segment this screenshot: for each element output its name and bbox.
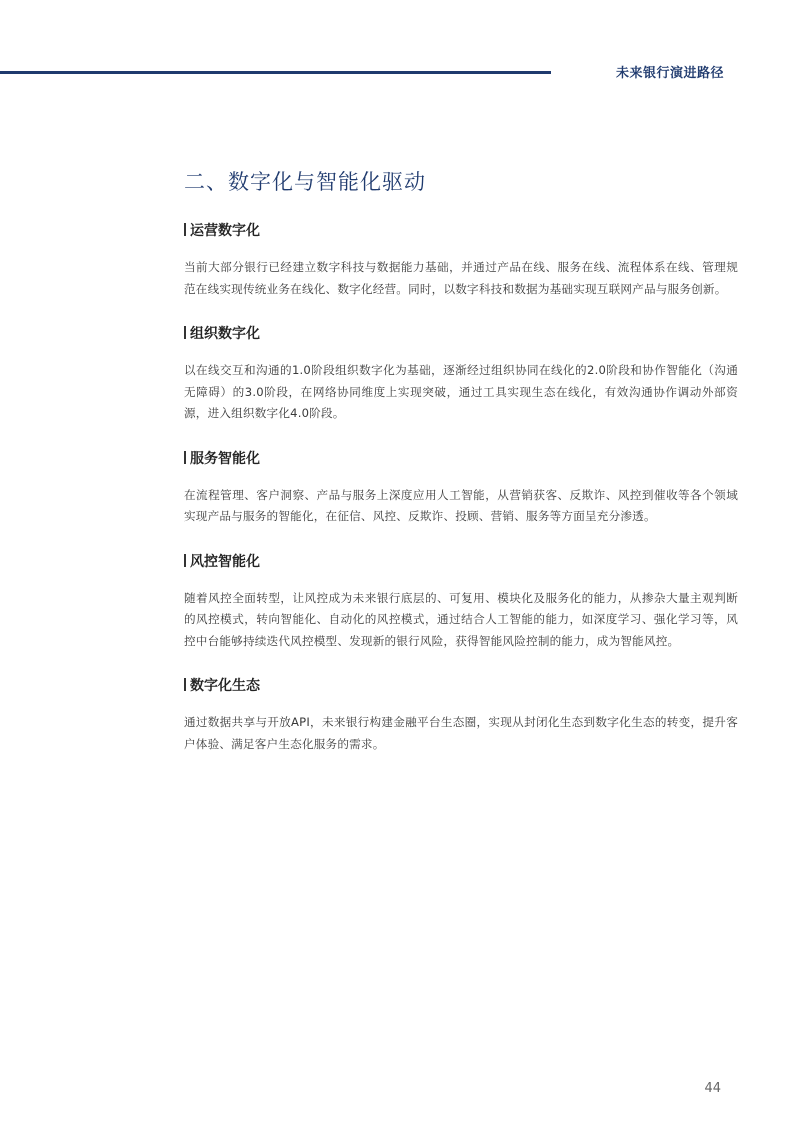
page-number: 44 — [704, 1081, 721, 1096]
section-title: 二、数字化与智能化驱动 — [184, 170, 426, 194]
block-organization-digitization — [184, 324, 738, 425]
heading-bar — [184, 678, 186, 691]
subheading — [184, 221, 738, 241]
block-service-intelligence — [184, 449, 738, 528]
subheading — [184, 449, 738, 469]
block-operations-digitization — [184, 221, 738, 300]
subheading — [184, 676, 738, 696]
subheading — [184, 552, 738, 572]
paragraph: 在流程管理、客户洞察、产品与服务上深度应用人工智能，从营销获客、反欺诈、风控到催收等各个领域实现产品与服务的智能化，在征信、风控、反欺诈、投顾、营销、服务等方面呈充分渗透。 — [184, 487, 738, 523]
heading-bar — [184, 223, 186, 236]
heading-bar — [184, 451, 186, 464]
running-header-title: 未来银行演进路径 — [615, 66, 724, 81]
paragraph: 随着风控全面转型，让风控成为未来银行底层的、可复用、模块化及服务化的能力，从掺杂大量主观判断的风控模式，转向智能化、自动化的风控模式，通过结合人工智能的能力，如深度学习、强化学习等，风控中台能够持续迭代风控模型、发现新的银行风险，获得智能风险控制的能力，成为智能风控。 — [184, 590, 738, 648]
block-risk-intelligence — [184, 552, 738, 653]
subheading-text: 运营数字化 — [190, 223, 260, 239]
subheading-text: 数字化生态 — [190, 678, 260, 694]
heading-bar — [184, 326, 186, 339]
subheading — [184, 324, 738, 344]
paragraph: 通过数据共享与开放API，未来银行构建金融平台生态圈，实现从封闭化生态到数字化生态的转变，提升客户体验、满足客户生态化服务的需求。 — [184, 715, 738, 751]
content — [184, 221, 738, 779]
paragraph: 当前大部分银行已经建立数字科技与数据能力基础，并通过产品在线、服务在线、流程体系在线、管理规范在线实现传统业务在线化、数字化经营。同时，以数字科技和数据为基础实现互联网产品与服务创新。 — [184, 260, 738, 296]
block-digital-ecosystem — [184, 676, 738, 755]
subheading-text: 风控智能化 — [190, 553, 260, 570]
subheading-text: 组织数字化 — [190, 326, 260, 342]
paragraph: 以在线交互和沟通的1.0阶段组织数字化为基础，逐渐经过组织协同在线化的2.0阶段和协作智能化（沟通无障碍）的3.0阶段，在网络协同维度上实现突破，通过工具实现生态在线化，有效沟通协作调动外部资源，进入组织数字化4.0阶段。 — [184, 363, 738, 420]
subheading-text: 服务智能化 — [190, 450, 260, 467]
header-rule — [0, 71, 551, 74]
heading-bar — [184, 554, 186, 567]
